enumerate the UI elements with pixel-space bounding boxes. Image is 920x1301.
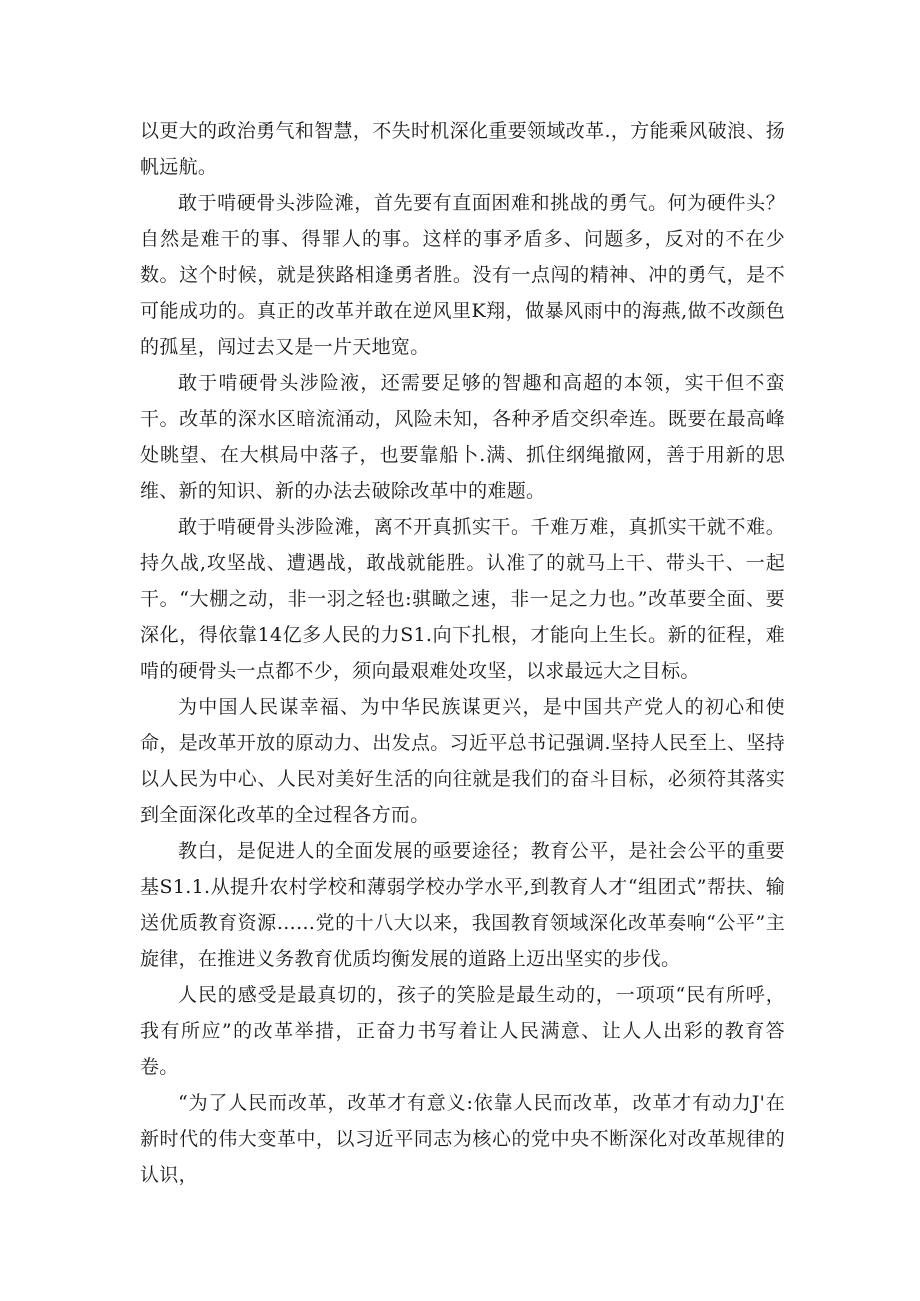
- paragraph: 为中国人民谋幸福、为中华民族谋更兴，是中国共产党人的初心和使命，是改革开放的原动力、出发点。习近平总书记强调.坚持人民至上、坚持以人民为中心、人民对美好生活的向往就是我们的奋斗目标，必须符其落实到全面深化改革的全过程各方而。: [140, 696, 785, 826]
- paragraph: 以更大的政治勇气和智慧，不失时机深化重要领域改革.，方能乘风破浪、扬帆远航。: [140, 120, 785, 178]
- paragraph: 敢于啃硬骨头涉险滩，首先要有直面困难和挑战的勇气。何为硬件头？自然是难干的事、得罪人的事。这样的事矛盾多、问题多，反对的不在少数。这个时候，就是狭路相逢勇者胜。没有一点闯的精神、冲的勇气，是不可能成功的。真正的改革并敢在逆风里K翔，做暴风雨中的海燕,做不改颜色的孤星，闯过去又是一片天地宽。: [140, 192, 785, 358]
- paragraph: 人民的感受是最真切的，孩子的笑脸是最生动的，一项项“民有所呼，我有所应”的改革举措，正奋力书写着让人民满意、让人人出彩的教育答卷。: [140, 984, 785, 1078]
- paragraph: 教白，是促进人的全面发展的亟要途径；教育公平，是社会公平的重要基S1.1.从提升农村学校和薄弱学校办学水平,到教育人才“组团式”帮扶、输送优质教育资源……党的十八大以来，我国教育领域深化改革奏响“公平”主旋律，在推进义务教育优质均衡发展的道路上迈出坚实的步伐。: [140, 840, 785, 970]
- paragraph: 敢于啃硬骨头涉险液，还需要足够的智趣和高超的本领，实干但不蛮干。改革的深水区暗流涌动，风险未知，各种矛盾交织牵连。既要在最高峰处眺望、在大棋局中落子，也要靠船卜.满、抓住纲绳撤网，善于用新的思维、新的知识、新的办法去破除改革中的难题。: [140, 372, 785, 502]
- paragraph: 敢于啃硬骨头涉险滩，离不开真抓实干。千难万难，真抓实干就不难。持久战,攻坚战、遭遇战，敢战就能胜。认准了的就马上干、带头干、一起干。“大棚之动，非一羽之轻也:骐瞰之速，非一足之力也。”改革要全面、要深化，得依靠14亿多人民的力S1.向下扎根，才能向上生长。新的征程，难啃的硬骨头一点都不少，须向最艰难处攻坚，以求最远大之目标。: [140, 516, 785, 682]
- body-text: [140, 113, 785, 1193]
- paragraph: “为了人民而改革，改革才有意义:依靠人民而改革，改革才有动力J'在新时代的伟大变革中，以习近平同志为核心的党中央不断深化对改革规律的认识，: [140, 1092, 785, 1186]
